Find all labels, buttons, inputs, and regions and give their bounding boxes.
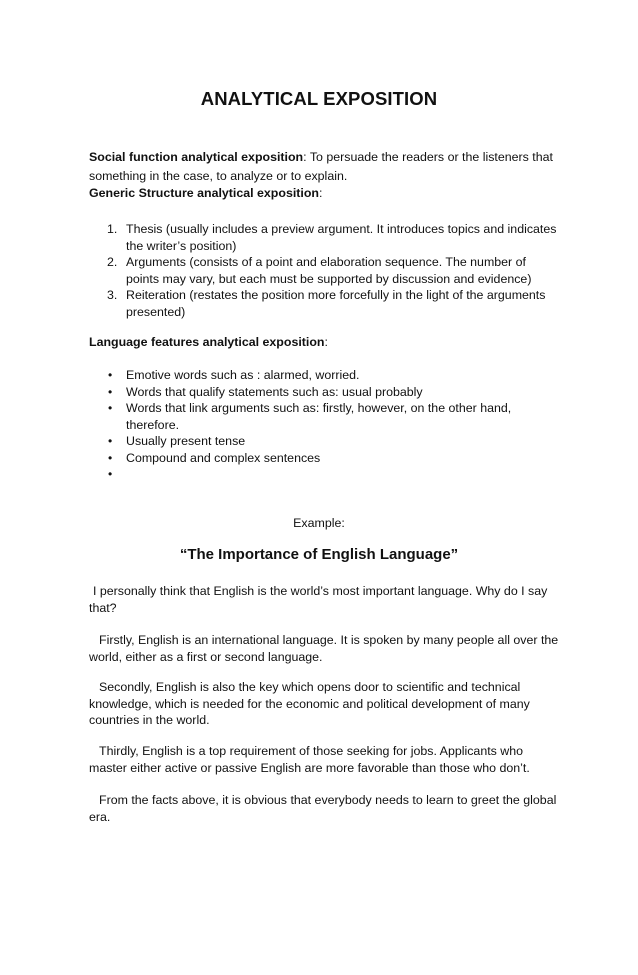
generic-structure-colon: :: [319, 186, 323, 200]
bullet-icon: •: [108, 450, 113, 465]
paragraph-line: world, either as a first or second language.: [89, 649, 323, 664]
paragraph-line: Thirdly, English is a top requirement of those seeking for jobs. Applicants who: [99, 744, 524, 758]
list-item: [89, 254, 569, 287]
list-item-line: presented): [126, 304, 186, 319]
social-function-text-2: something in the case, to analyze or to explain.: [89, 168, 348, 183]
list-item: [89, 384, 569, 401]
example-paragraph: [89, 792, 569, 825]
paragraph-line: I personally think that English is the world’s most important language. Why do I say: [93, 584, 548, 598]
list-number: 2.: [107, 255, 118, 269]
paragraph-line: Secondly, English is also the key which opens door to scientific and technical: [99, 680, 521, 694]
example-paragraph: [89, 679, 569, 729]
list-item-line: therefore.: [126, 417, 180, 432]
paragraph-line: From the facts above, it is obvious that everybody needs to learn to greet the global: [99, 793, 557, 807]
list-item-line: Usually present tense: [126, 434, 246, 448]
language-features-colon: :: [324, 335, 328, 349]
list-item-line: Thesis (usually includes a preview argument. It introduces topics and indicates: [126, 222, 557, 236]
bullet-icon: •: [108, 368, 113, 382]
generic-structure-list: [89, 221, 569, 320]
paragraph-line: Firstly, English is an international language. It is spoken by many people all over the: [99, 633, 559, 647]
list-item: [89, 221, 569, 254]
paragraph-line: that?: [89, 600, 117, 615]
social-function-label: Social function analytical exposition: [89, 150, 304, 164]
paragraph-line: knowledge, which is needed for the economic and political development of many: [89, 696, 530, 711]
list-number: 3.: [107, 288, 118, 302]
list-item-line: Words that link arguments such as: firstly, however, on the other hand,: [126, 401, 512, 415]
list-item-line: points may vary, but each must be supported by discussion and evidence): [126, 271, 532, 286]
list-item: [89, 433, 569, 450]
language-features-label: Language features analytical exposition: [89, 335, 325, 349]
bullet-icon: •: [108, 401, 113, 415]
language-features-heading: [89, 334, 569, 351]
list-item-line: Words that qualify statements such as: usual probably: [126, 384, 423, 399]
list-item-line: Reiteration (restates the position more forcefully in the light of the arguments: [126, 288, 546, 302]
bullet-icon: •: [108, 467, 113, 481]
list-item: [89, 400, 569, 433]
list-item: [89, 287, 569, 320]
example-paragraph: [89, 743, 569, 776]
list-item-line: Emotive words such as : alarmed, worried.: [126, 368, 360, 382]
bullet-icon: •: [108, 384, 113, 399]
example-label: Example:: [293, 516, 345, 530]
generic-structure-label: Generic Structure analytical exposition: [89, 186, 319, 200]
list-item-line: Arguments (consists of a point and elaboration sequence. The number of: [126, 255, 526, 269]
bullet-icon: •: [108, 434, 113, 448]
social-function-line: [89, 149, 569, 166]
social-function-text-1: To persuade the readers or the listeners that: [309, 150, 553, 164]
list-item-line: Compound and complex sentences: [126, 450, 321, 465]
paragraph-line: countries in the world.: [89, 713, 210, 727]
paragraph-line: master either active or passive English are more favorable than those who don’t.: [89, 760, 530, 775]
social-function-colon: :: [303, 150, 307, 164]
paragraph-line: era.: [89, 809, 111, 824]
example-paragraph: [89, 632, 569, 665]
example-paragraph: [89, 583, 569, 616]
document-title: ANALYTICAL EXPOSITION: [200, 88, 438, 109]
list-item: [89, 450, 569, 467]
list-item: [89, 466, 569, 483]
generic-structure-heading: [89, 185, 569, 202]
list-item-line: the writer’s position): [126, 238, 237, 253]
list-number: 1.: [107, 222, 118, 236]
list-item: [89, 367, 569, 384]
example-title: “The Importance of English Language”: [179, 546, 459, 563]
language-features-list: [89, 367, 569, 483]
social-function-section: [89, 149, 569, 184]
